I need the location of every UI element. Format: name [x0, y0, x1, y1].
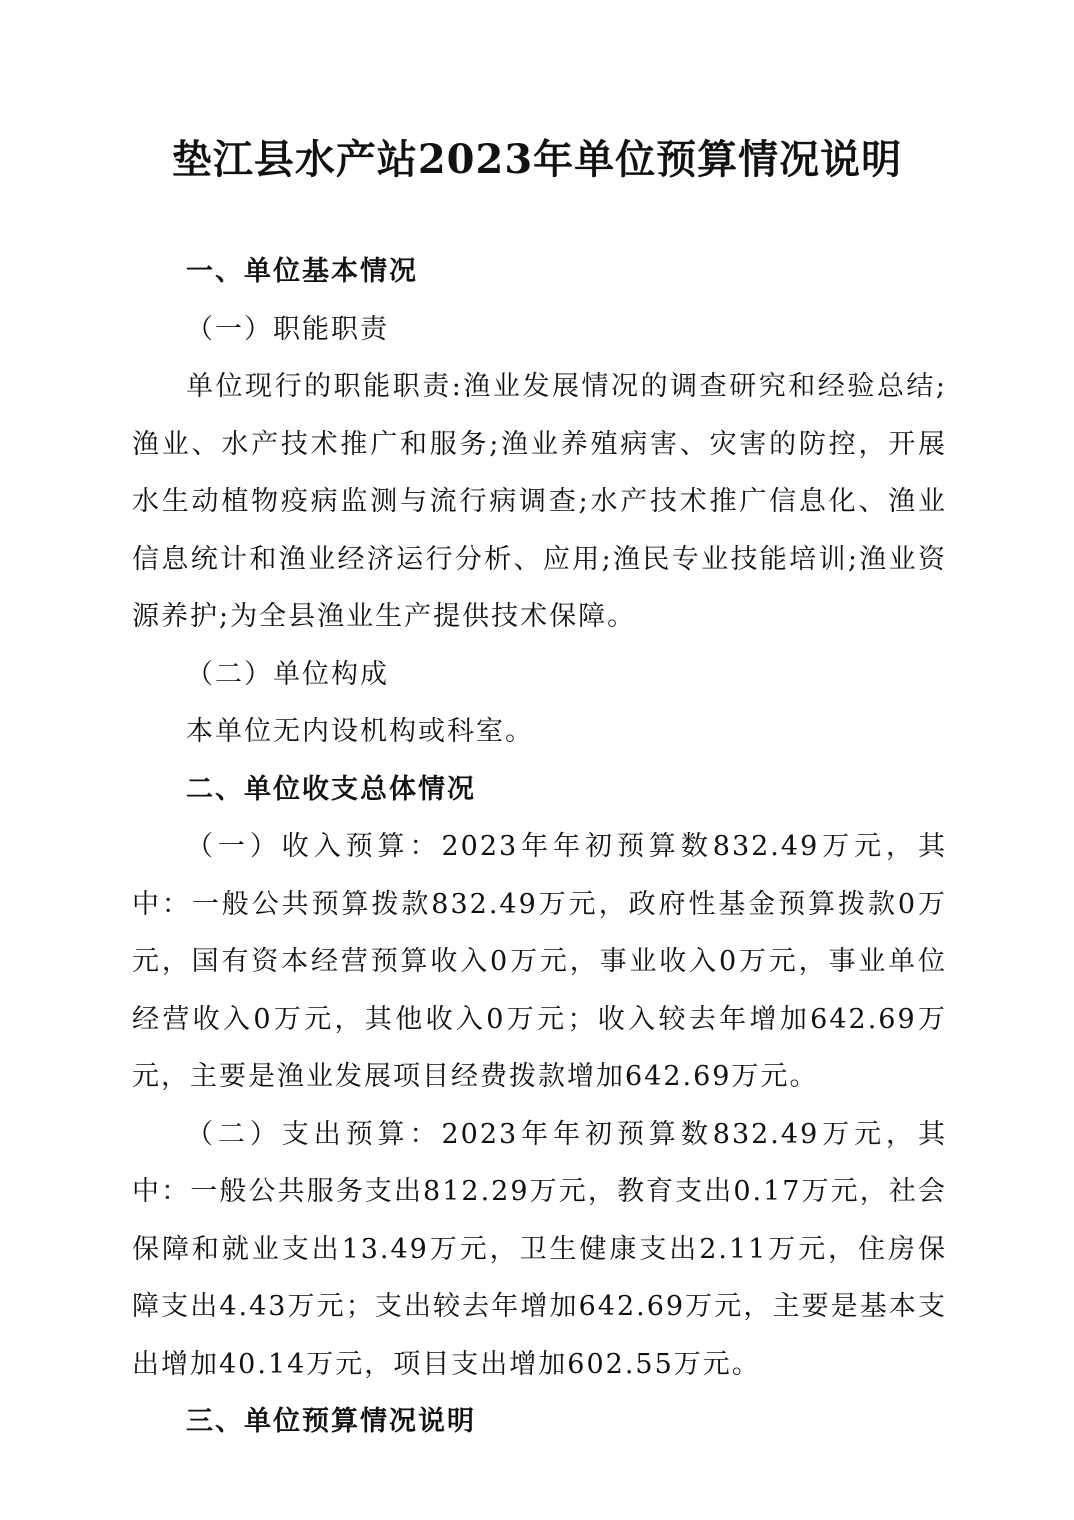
paragraph-structure: 本单位无内设机构或科室。 [186, 716, 534, 747]
paragraph-duties: 单位现行的职能职责:渔业发展情况的调查研究和经验总结;渔业、水产技术推广和服务;渔业养殖病害、灾害的防控，开展水生动植物疫病监测与流行病调查;水产技术推广信息化、渔业信息统计和渔业经济运行分析、应用;渔民专业技能培训;渔业资源养护;为全县渔业生产提供技术保障。 [132, 371, 947, 632]
section-heading-budget-explanation: 三、单位预算情况说明 [186, 1406, 476, 1437]
subsection-heading-structure: （二）单位构成 [186, 658, 389, 690]
document-body [132, 243, 947, 1451]
subsection-heading-duties: （一）职能职责 [186, 313, 389, 345]
paragraph-income-budget: （一）收入预算：2023年年初预算数832.49万元，其中：一般公共预算拨款832.49万元，政府性基金预算拨款0万元，国有资本经营预算收入0万元，事业收入0万元，事业单位经营收入0万元，其他收入0万元；收入较去年增加642.69万元，主要是渔业发展项目经费拨款增加642.69万元。 [132, 831, 947, 1092]
section-heading-income-expense: 二、单位收支总体情况 [186, 773, 476, 805]
paragraph-expense-budget: （二）支出预算：2023年年初预算数832.49万元，其中：一般公共服务支出812.29万元，教育支出0.17万元，社会保障和就业支出13.49万元，卫生健康支出2.11万元，住房保障支出4.43万元；支出较去年增加642.69万元，主要是基本支出增加40.14万元，项目支出增加602.55万元。 [132, 1118, 947, 1380]
section-heading-basic-info: 一、单位基本情况 [186, 256, 418, 287]
document-title: 垫江县水产站2023年单位预算情况说明 [171, 136, 903, 183]
